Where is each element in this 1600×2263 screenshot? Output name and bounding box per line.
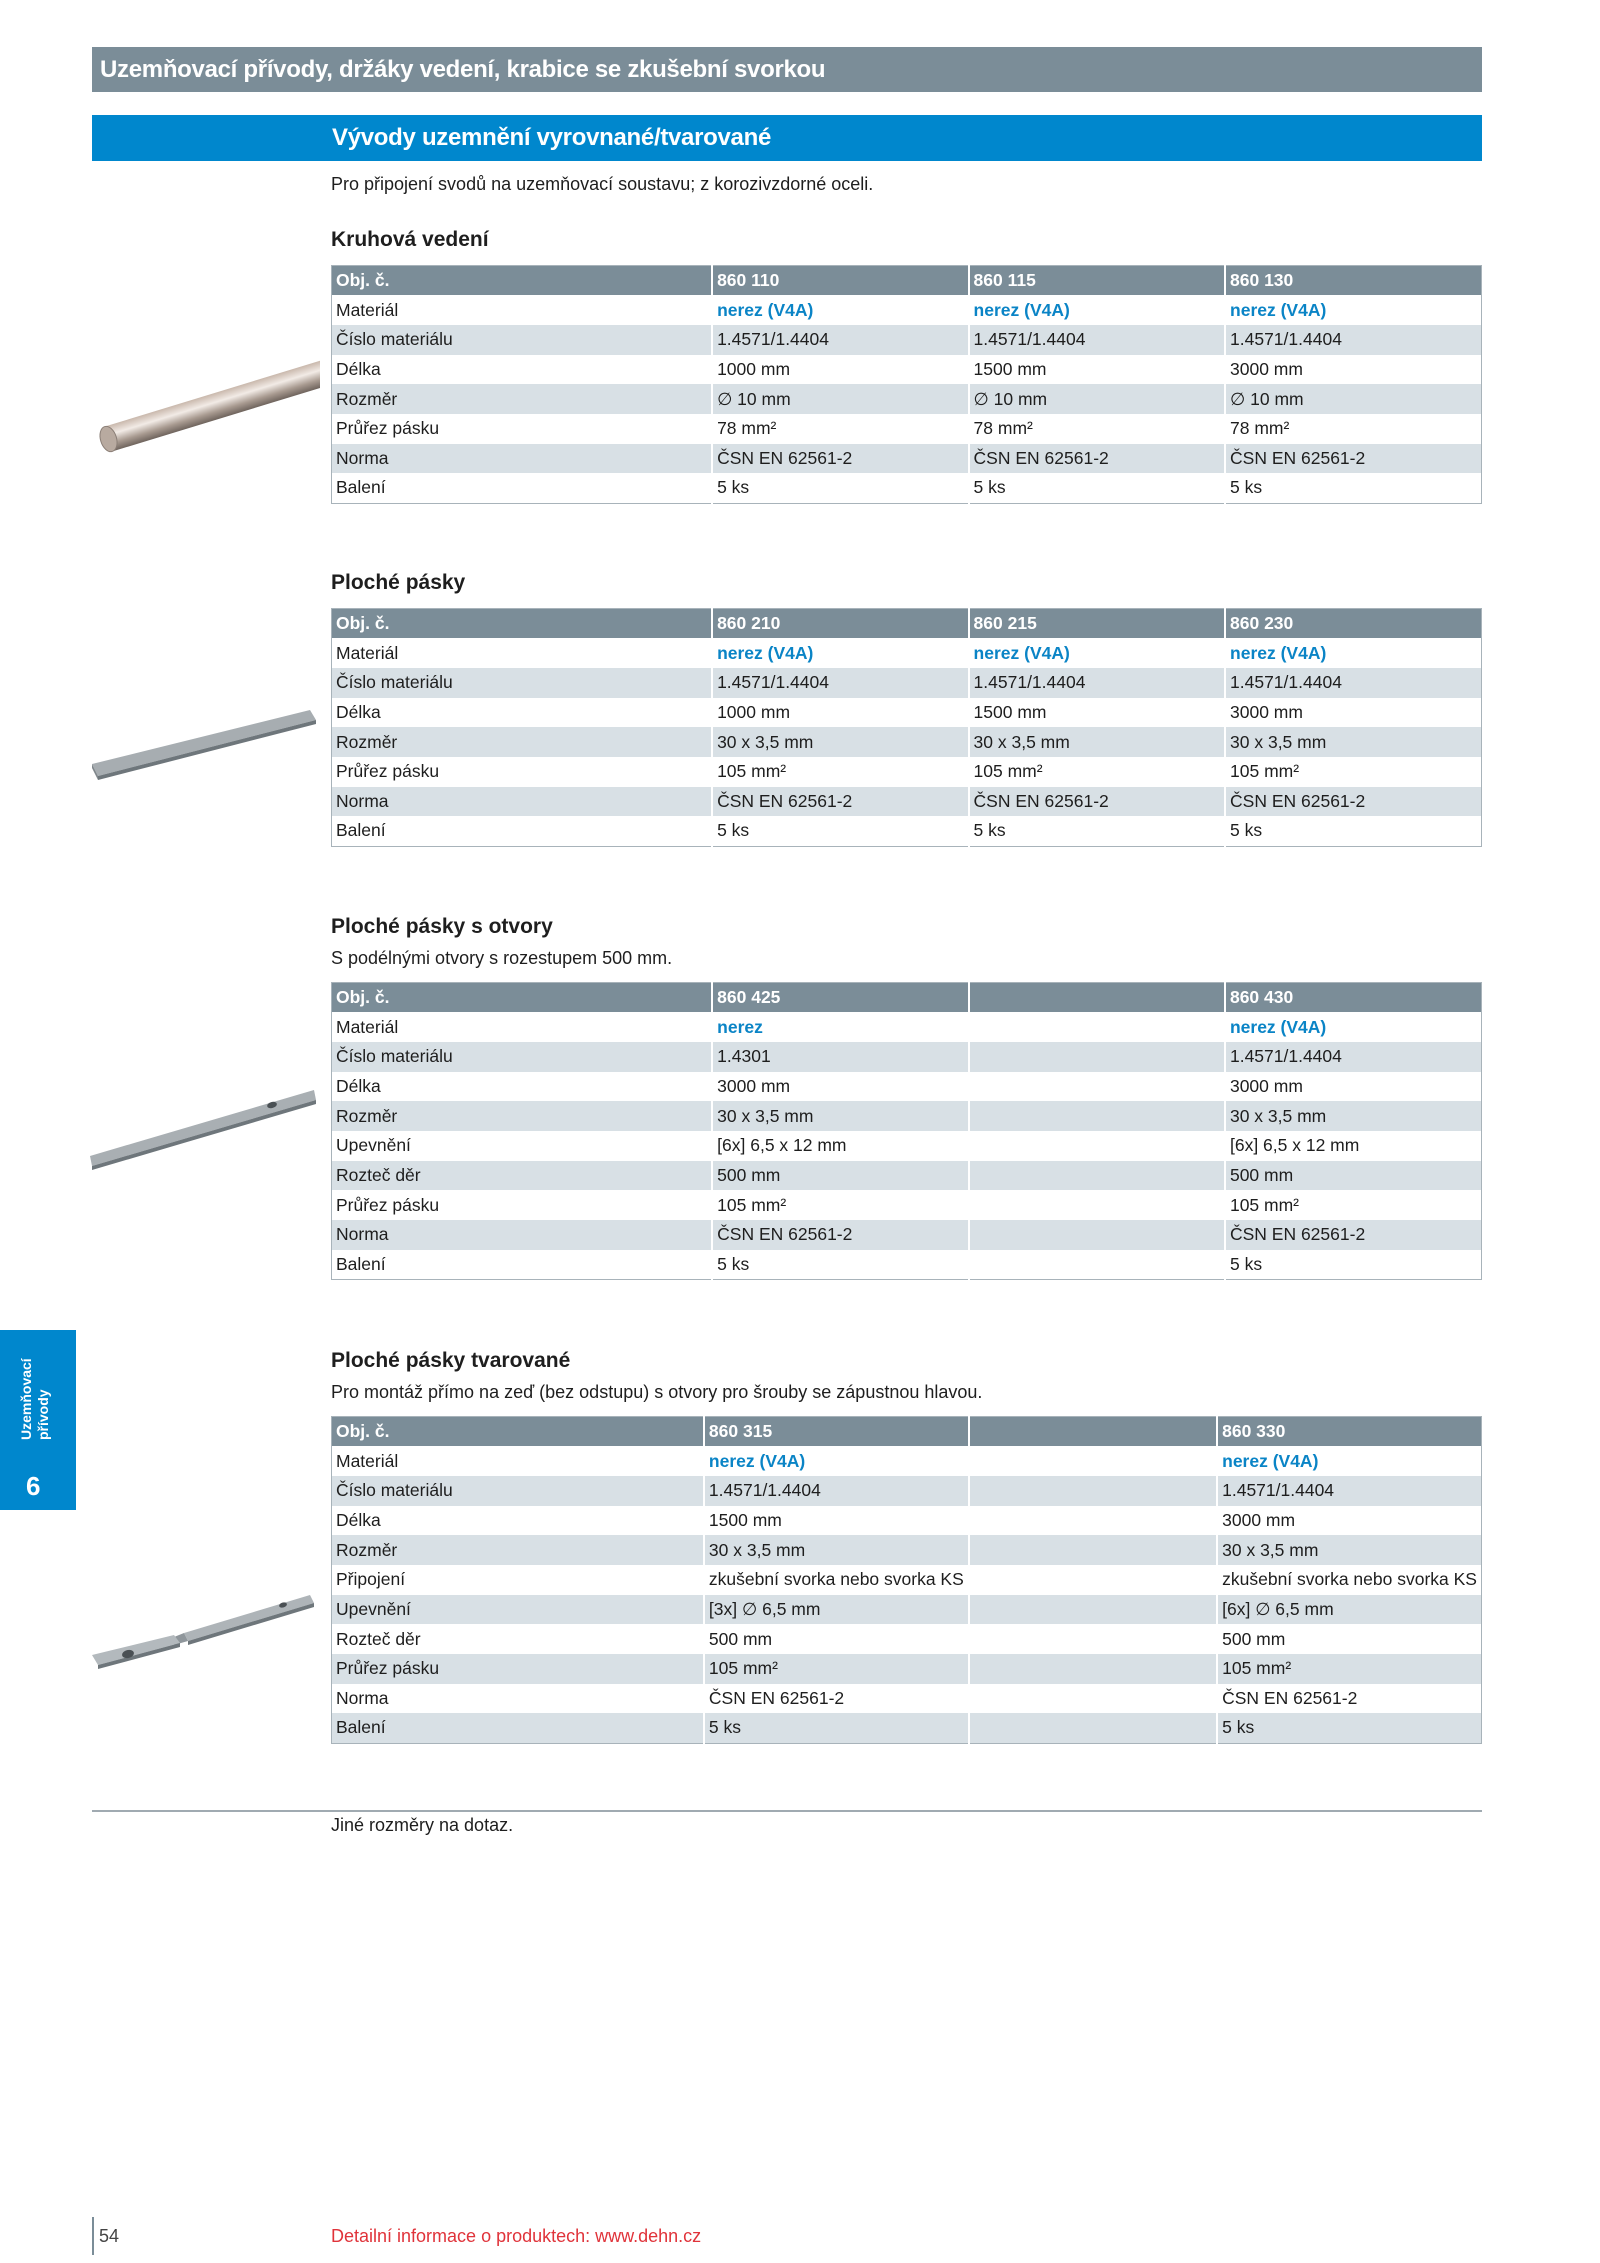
- row-label-cell: Průřez pásku: [332, 1654, 704, 1684]
- value-cell: [6x] 6,5 x 12 mm: [1225, 1131, 1482, 1161]
- table-row: [332, 1250, 1482, 1280]
- value-cell: 3000 mm: [1225, 1072, 1482, 1102]
- value-cell: 1.4571/1.4404: [969, 668, 1225, 698]
- value-cell: ČSN EN 62561-2: [712, 787, 968, 817]
- value-cell: [969, 1476, 1217, 1506]
- row-label-cell: Obj. č.: [332, 1417, 704, 1447]
- value-cell: ČSN EN 62561-2: [1217, 1684, 1481, 1714]
- value-cell: zkušební svorka nebo svorka KS: [1217, 1565, 1481, 1595]
- value-cell: 1.4571/1.4404: [704, 1476, 969, 1506]
- value-cell: 500 mm: [1217, 1624, 1481, 1654]
- table-row: [332, 1654, 1482, 1684]
- value-cell: [969, 1012, 1225, 1042]
- table-row: [332, 698, 1482, 728]
- value-cell: [969, 1417, 1217, 1447]
- row-label-cell: Norma: [332, 444, 713, 474]
- value-cell: 30 x 3,5 mm: [1225, 1101, 1482, 1131]
- table-header-row: [332, 1417, 1482, 1447]
- spec-table-shaped-strips: [331, 1416, 1482, 1744]
- table-row: [332, 444, 1482, 474]
- value-cell: nerez (V4A): [1225, 1012, 1482, 1042]
- value-cell: 78 mm²: [969, 414, 1225, 444]
- value-cell: 860 210: [712, 609, 968, 639]
- spec-table-flat-strips: [331, 608, 1482, 847]
- value-cell: 105 mm²: [712, 757, 968, 787]
- value-cell: 500 mm: [712, 1161, 969, 1191]
- value-cell: [3x] ∅ 6,5 mm: [704, 1595, 969, 1625]
- value-cell: 860 130: [1225, 266, 1481, 296]
- row-label-cell: Balení: [332, 473, 713, 503]
- value-cell: [969, 1595, 1217, 1625]
- row-label-cell: Rozměr: [332, 384, 713, 414]
- footer-divider: [92, 2217, 94, 2255]
- value-cell: ČSN EN 62561-2: [1225, 787, 1481, 817]
- row-label-cell: Materiál: [332, 295, 713, 325]
- value-cell: ČSN EN 62561-2: [712, 1220, 969, 1250]
- value-cell: 105 mm²: [704, 1654, 969, 1684]
- intro-text: Pro připojení svodů na uzemňovací soustavu; z korozivzdorné oceli.: [331, 174, 874, 194]
- value-cell: ČSN EN 62561-2: [969, 787, 1225, 817]
- value-cell: [6x] ∅ 6,5 mm: [1217, 1595, 1481, 1625]
- value-cell: [969, 1072, 1225, 1102]
- value-cell: [969, 1506, 1217, 1536]
- value-cell: ČSN EN 62561-2: [1225, 1220, 1482, 1250]
- value-cell: ∅ 10 mm: [1225, 384, 1481, 414]
- divider: [92, 1810, 1482, 1812]
- value-cell: [6x] 6,5 x 12 mm: [712, 1131, 969, 1161]
- row-label-cell: Rozměr: [332, 1535, 704, 1565]
- section-header: Vývody uzemnění vyrovnané/tvarované: [92, 115, 1482, 161]
- value-cell: [969, 1654, 1217, 1684]
- value-cell: 860 230: [1225, 609, 1481, 639]
- row-label-cell: Obj. č.: [332, 266, 713, 296]
- row-label-cell: Číslo materiálu: [332, 325, 713, 355]
- row-label-cell: Upevnění: [332, 1595, 704, 1625]
- table-row: [332, 1506, 1482, 1536]
- page-header: Uzemňovací přívody, držáky vedení, krabice se zkušební svorkou: [92, 47, 1482, 92]
- value-cell: 105 mm²: [969, 757, 1225, 787]
- row-label-cell: Materiál: [332, 1012, 713, 1042]
- value-cell: 105 mm²: [1225, 1190, 1482, 1220]
- value-cell: ČSN EN 62561-2: [1225, 444, 1481, 474]
- value-cell: 3000 mm: [1217, 1506, 1481, 1536]
- value-cell: 5 ks: [1225, 473, 1481, 503]
- value-cell: 1.4571/1.4404: [1225, 668, 1481, 698]
- table-row: [332, 325, 1482, 355]
- table-row: [332, 727, 1482, 757]
- row-label-cell: Délka: [332, 1506, 704, 1536]
- table-row: [332, 1190, 1482, 1220]
- value-cell: 105 mm²: [712, 1190, 969, 1220]
- value-cell: 1500 mm: [969, 698, 1225, 728]
- footnote: Jiné rozměry na dotaz.: [331, 1815, 514, 1835]
- table-row: [332, 1220, 1482, 1250]
- row-label-cell: Obj. č.: [332, 983, 713, 1013]
- table-row: [332, 757, 1482, 787]
- value-cell: nerez (V4A): [712, 638, 968, 668]
- value-cell: [969, 983, 1225, 1013]
- table-row: [332, 1624, 1482, 1654]
- row-label-cell: Délka: [332, 355, 713, 385]
- value-cell: 30 x 3,5 mm: [1225, 727, 1481, 757]
- value-cell: [969, 1220, 1225, 1250]
- value-cell: 30 x 3,5 mm: [712, 1101, 969, 1131]
- row-label-cell: Upevnění: [332, 1131, 713, 1161]
- row-label-cell: Norma: [332, 1684, 704, 1714]
- table-header-row: [332, 609, 1482, 639]
- row-label-cell: Číslo materiálu: [332, 1476, 704, 1506]
- row-label-cell: Délka: [332, 698, 713, 728]
- table-row: [332, 473, 1482, 503]
- value-cell: 105 mm²: [1225, 757, 1481, 787]
- value-cell: 860 425: [712, 983, 969, 1013]
- value-cell: 5 ks: [969, 473, 1225, 503]
- row-label-cell: Balení: [332, 1713, 704, 1743]
- value-cell: 5 ks: [712, 473, 968, 503]
- value-cell: ČSN EN 62561-2: [969, 444, 1225, 474]
- value-cell: 1500 mm: [704, 1506, 969, 1536]
- table-row: [332, 1684, 1482, 1714]
- value-cell: 860 115: [969, 266, 1225, 296]
- value-cell: ∅ 10 mm: [969, 384, 1225, 414]
- value-cell: [969, 1190, 1225, 1220]
- table-row: [332, 1012, 1482, 1042]
- value-cell: 5 ks: [712, 1250, 969, 1280]
- value-cell: 30 x 3,5 mm: [712, 727, 968, 757]
- shaped-strip-image: [88, 1575, 320, 1685]
- value-cell: 5 ks: [1225, 1250, 1482, 1280]
- table-row: [332, 1131, 1482, 1161]
- table-row: [332, 1446, 1482, 1476]
- value-cell: 30 x 3,5 mm: [704, 1535, 969, 1565]
- value-cell: 5 ks: [1217, 1713, 1481, 1743]
- row-label-cell: Rozteč děr: [332, 1161, 713, 1191]
- row-label-cell: Materiál: [332, 1446, 704, 1476]
- value-cell: [969, 1250, 1225, 1280]
- value-cell: 5 ks: [969, 816, 1225, 846]
- value-cell: nerez: [712, 1012, 969, 1042]
- flat-strip-holes-image: [88, 1070, 320, 1180]
- row-label-cell: Průřez pásku: [332, 757, 713, 787]
- page-number: 54: [99, 2226, 120, 2246]
- value-cell: 1500 mm: [969, 355, 1225, 385]
- table-row: [332, 1713, 1482, 1743]
- row-label-cell: Rozteč děr: [332, 1624, 704, 1654]
- value-cell: 860 330: [1217, 1417, 1481, 1447]
- value-cell: 1.4571/1.4404: [1225, 325, 1481, 355]
- row-label-cell: Rozměr: [332, 1101, 713, 1131]
- section-title-flat-strips: Ploché pásky: [331, 571, 466, 594]
- value-cell: 1.4301: [712, 1042, 969, 1072]
- section-title-flat-strips-holes: Ploché pásky s otvory: [331, 915, 553, 938]
- table-row: [332, 384, 1482, 414]
- value-cell: [969, 1101, 1225, 1131]
- table-row: [332, 1042, 1482, 1072]
- value-cell: nerez (V4A): [969, 638, 1225, 668]
- table-header-row: [332, 266, 1482, 296]
- value-cell: nerez (V4A): [1225, 638, 1481, 668]
- value-cell: nerez (V4A): [1225, 295, 1481, 325]
- section-note-flat-strips-holes: S podélnými otvory s rozestupem 500 mm.: [331, 948, 673, 968]
- value-cell: [969, 1131, 1225, 1161]
- chapter-tab-label: Uzemňovací přívody: [18, 1358, 51, 1440]
- table-row: [332, 1565, 1482, 1595]
- row-label-cell: Délka: [332, 1072, 713, 1102]
- round-rod-image: [88, 335, 320, 455]
- value-cell: [969, 1042, 1225, 1072]
- row-label-cell: Norma: [332, 1220, 713, 1250]
- spec-table-flat-strips-holes: [331, 982, 1482, 1280]
- value-cell: 860 215: [969, 609, 1225, 639]
- table-row: [332, 1476, 1482, 1506]
- value-cell: nerez (V4A): [704, 1446, 969, 1476]
- value-cell: [969, 1535, 1217, 1565]
- value-cell: 500 mm: [704, 1624, 969, 1654]
- row-label-cell: Balení: [332, 816, 713, 846]
- table-row: [332, 1101, 1482, 1131]
- row-label-cell: Norma: [332, 787, 713, 817]
- value-cell: nerez (V4A): [712, 295, 968, 325]
- value-cell: nerez (V4A): [969, 295, 1225, 325]
- table-row: [332, 414, 1482, 444]
- table-row: [332, 1595, 1482, 1625]
- value-cell: 5 ks: [712, 816, 968, 846]
- value-cell: 3000 mm: [1225, 698, 1481, 728]
- chapter-number: 6: [26, 1471, 41, 1501]
- value-cell: [969, 1161, 1225, 1191]
- value-cell: 500 mm: [1225, 1161, 1482, 1191]
- value-cell: [969, 1565, 1217, 1595]
- footer-website-link[interactable]: Detailní informace o produktech: www.dehn.cz: [331, 2226, 702, 2246]
- value-cell: 1000 mm: [712, 698, 968, 728]
- value-cell: 1000 mm: [712, 355, 968, 385]
- value-cell: [969, 1684, 1217, 1714]
- row-label-cell: Číslo materiálu: [332, 668, 713, 698]
- table-row: [332, 1535, 1482, 1565]
- section-title-shaped-strips: Ploché pásky tvarované: [331, 1349, 571, 1372]
- value-cell: 3000 mm: [1225, 355, 1481, 385]
- value-cell: [969, 1624, 1217, 1654]
- table-row: [332, 355, 1482, 385]
- section-note-shaped-strips: Pro montáž přímo na zeď (bez odstupu) s otvory pro šrouby se zápustnou hlavou.: [331, 1382, 983, 1402]
- value-cell: 1.4571/1.4404: [1225, 1042, 1482, 1072]
- row-label-cell: Obj. č.: [332, 609, 713, 639]
- table-row: [332, 668, 1482, 698]
- value-cell: 5 ks: [704, 1713, 969, 1743]
- value-cell: zkušební svorka nebo svorka KS: [704, 1565, 969, 1595]
- value-cell: 860 430: [1225, 983, 1482, 1013]
- value-cell: 105 mm²: [1217, 1654, 1481, 1684]
- value-cell: [969, 1446, 1217, 1476]
- value-cell: 860 110: [712, 266, 968, 296]
- value-cell: ∅ 10 mm: [712, 384, 968, 414]
- table-row: [332, 638, 1482, 668]
- value-cell: 1.4571/1.4404: [712, 325, 968, 355]
- table-row: [332, 816, 1482, 846]
- row-label-cell: Připojení: [332, 1565, 704, 1595]
- value-cell: 1.4571/1.4404: [712, 668, 968, 698]
- row-label-cell: Materiál: [332, 638, 713, 668]
- value-cell: 1.4571/1.4404: [1217, 1476, 1481, 1506]
- value-cell: 860 315: [704, 1417, 969, 1447]
- value-cell: 78 mm²: [1225, 414, 1481, 444]
- section-title-round-conductors: Kruhová vedení: [331, 228, 489, 251]
- table-row: [332, 1072, 1482, 1102]
- row-label-cell: Balení: [332, 1250, 713, 1280]
- value-cell: nerez (V4A): [1217, 1446, 1481, 1476]
- flat-strip-image: [88, 690, 320, 790]
- value-cell: 5 ks: [1225, 816, 1481, 846]
- value-cell: 78 mm²: [712, 414, 968, 444]
- row-label-cell: Číslo materiálu: [332, 1042, 713, 1072]
- value-cell: 3000 mm: [712, 1072, 969, 1102]
- value-cell: 30 x 3,5 mm: [969, 727, 1225, 757]
- row-label-cell: Průřez pásku: [332, 1190, 713, 1220]
- value-cell: 30 x 3,5 mm: [1217, 1535, 1481, 1565]
- value-cell: [969, 1713, 1217, 1743]
- row-label-cell: Průřez pásku: [332, 414, 713, 444]
- value-cell: ČSN EN 62561-2: [704, 1684, 969, 1714]
- value-cell: ČSN EN 62561-2: [712, 444, 968, 474]
- table-header-row: [332, 983, 1482, 1013]
- row-label-cell: Rozměr: [332, 727, 713, 757]
- value-cell: 1.4571/1.4404: [969, 325, 1225, 355]
- chapter-tab[interactable]: [0, 1330, 76, 1510]
- table-row: [332, 1161, 1482, 1191]
- table-row: [332, 787, 1482, 817]
- spec-table-round-conductors: [331, 265, 1482, 504]
- table-row: [332, 295, 1482, 325]
